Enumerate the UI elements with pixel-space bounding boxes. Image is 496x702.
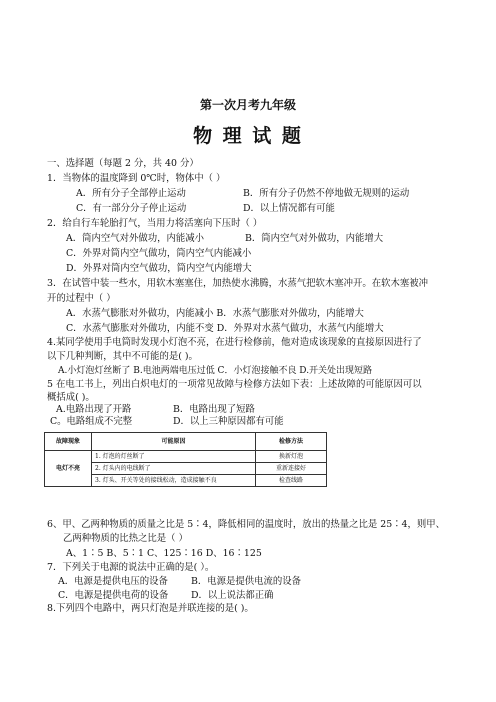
q2-option-d: D．外界对筒内空气做功，筒内空气内能增大 [66, 263, 252, 274]
header-fix: 检修方法 [256, 433, 327, 451]
cause-cell: 1. 灯泡的灯丝断了 [92, 451, 256, 463]
q6-options: A、1∶5 B、5∶1 C、125∶16 D、16∶125 [66, 548, 262, 559]
q7-option-c: C．电源是提供电荷的设备 [58, 590, 169, 601]
fault-table-header [45, 433, 327, 451]
q1-option-b: B．所有分子仍然不停地做无规则的运动 [243, 188, 410, 199]
cause-cell: 2. 灯头内的电线断了 [92, 463, 256, 475]
q5-option-b: B．电路出现了短路 [173, 404, 255, 415]
q7-option-a: A．电源是提供电压的设备 [58, 576, 168, 587]
q4-stem-line1: 4.某同学使用手电筒时发现小灯泡不亮，在进行检修前，他对造成该现象的直接原因进行了 [47, 337, 422, 348]
q6-stem-line2: 乙两种物质的比热之比是（ ） [63, 533, 188, 544]
q3-options-cd: C．水蒸气膨胀对外做功，内能不变 D．外界对水蒸气做功，水蒸气内能增大 [66, 323, 384, 334]
symptom-cell: 电灯不亮 [45, 451, 92, 487]
q1-option-d: D．以上情况都有可能 [243, 203, 335, 214]
q2-stem: 2．给自行车轮胎打气，当用力将活塞向下压时（ ） [47, 218, 263, 229]
q1-option-a: A．所有分子全部停止运动 [76, 188, 186, 199]
q7-option-d: D．以上说法都正确 [191, 590, 274, 601]
table-row [45, 451, 327, 463]
fault-table [44, 432, 327, 487]
header-symptom: 故障现象 [45, 433, 92, 451]
q2-option-a: A．筒内空气对外做功，内能减小 [66, 233, 205, 244]
q5-option-d: D．以上三种原因都有可能 [173, 416, 284, 427]
cause-cell: 3. 灯头、开关等处的接线松动，造成接触不良 [92, 475, 256, 487]
q2-option-b: B．筒内空气对外做功，内能增大 [245, 233, 384, 244]
exam-title: 物 理 试 题 [193, 125, 303, 147]
q5-stem-line1: 5 在电工书上，列出白炽电灯的一项常见故障与检修方法如下表：上述故障的可能原因可以 [47, 379, 422, 390]
q3-options-ab: A．水蒸气膨胀对外做功，内能减小 B．水蒸气膨胀对外做功，内能增大 [66, 308, 364, 319]
q6-stem-line1: 6、甲、乙两种物质的质量之比是 5∶4，降低相同的温度时，放出的热量之比是 25∶4，则甲、 [47, 519, 446, 530]
q4-stem-line2: 以下几种判断，其中不可能的是( )。 [47, 351, 198, 362]
q7-option-b: B．电源是提供电流的设备 [191, 576, 302, 587]
q2-option-c: C．外界对筒内空气做功，筒内空气内能减小 [66, 248, 252, 259]
q3-stem-line1: 3．在试管中装一些水，用软木塞塞住，加热使水沸腾，水蒸气把软木塞冲开。在软木塞被冲 [47, 278, 428, 289]
q5-option-c: C。电路组成不完整 [50, 416, 133, 427]
q3-stem-line2: 开的过程中（ ） [47, 293, 116, 304]
section-heading: 一、选择题（每题 2 分，共 40 分） [47, 158, 199, 169]
q7-stem: 7．下列关于电源的说法中正确的是( ）。 [47, 562, 215, 573]
q4-options: A.小灯泡灯丝断了 B.电池两端电压过低 C．小灯泡接触不良 D.开关处出现短路 [58, 366, 373, 376]
q5-option-a: A.电路出现了开路 [56, 404, 132, 415]
exam-subtitle: 第一次月考九年级 [199, 98, 296, 112]
fix-cell: 重新连接好 [256, 463, 327, 475]
header-cause: 可能原因 [92, 433, 256, 451]
q1-option-c: C．有一部分分子停止运动 [76, 203, 187, 214]
q5-stem-line2: 概括成( )。 [47, 392, 95, 403]
q1-stem: 1．当物体的温度降到 0℃时，物体中（ ） [47, 173, 226, 184]
q8-stem: 8.下列四个电路中，两只灯泡是并联连接的是( )。 [47, 603, 254, 614]
fix-cell: 换新灯泡 [256, 451, 327, 463]
fix-cell: 检查线路 [256, 475, 327, 487]
